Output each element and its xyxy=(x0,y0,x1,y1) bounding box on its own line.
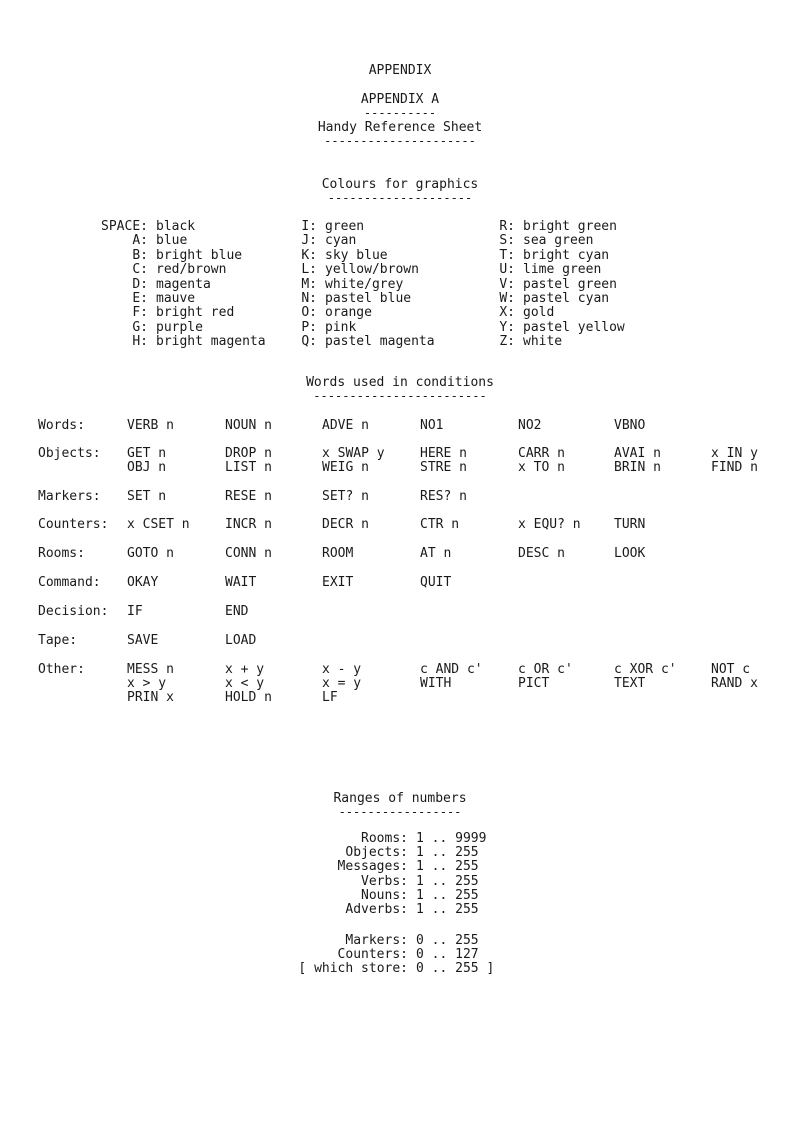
condition-word: x TO n xyxy=(518,460,565,475)
condition-word: DESC n xyxy=(518,546,565,561)
colour-name: gold xyxy=(523,305,555,321)
range-label: Markers: xyxy=(345,933,408,948)
colour-code: X: xyxy=(499,305,515,321)
colour-name: red/brown xyxy=(156,262,227,278)
range-value: 1 .. 9999 xyxy=(416,831,487,846)
condition-word: RES? n xyxy=(420,489,467,504)
colour-name: lime green xyxy=(523,262,602,278)
condition-word: NO2 xyxy=(518,418,542,433)
condition-word: AVAI n xyxy=(614,446,661,461)
condition-word: RESE n xyxy=(225,489,272,504)
condition-group-label: Markers: xyxy=(38,489,101,504)
range-label: Adverbs: xyxy=(345,902,408,917)
colour-name: purple xyxy=(156,319,203,335)
colour-name: bright magenta xyxy=(156,334,266,350)
colour-code: S: xyxy=(499,233,515,249)
condition-word: SET? n xyxy=(322,489,369,504)
appendix-title: APPENDIX A xyxy=(360,92,440,107)
condition-word: SET n xyxy=(127,489,167,504)
colour-code: L: xyxy=(301,262,317,278)
range-value: 1 .. 255 xyxy=(416,902,479,917)
colour-name: pink xyxy=(325,319,357,335)
condition-word: x SWAP y xyxy=(322,446,385,461)
colour-code: K: xyxy=(301,247,317,263)
condition-word: GOTO n xyxy=(127,546,174,561)
colour-name: yellow/brown xyxy=(325,262,419,278)
colour-code: Q: xyxy=(301,334,317,350)
colour-code: D: xyxy=(132,276,148,292)
condition-group-label: Counters: xyxy=(38,517,109,532)
colour-code: A: xyxy=(132,233,148,249)
condition-word: c OR c' xyxy=(518,662,573,677)
condition-word: DROP n xyxy=(225,446,272,461)
colour-code: W: xyxy=(499,291,515,306)
condition-word: NO1 xyxy=(420,418,444,433)
condition-group-label: Command: xyxy=(38,575,101,590)
condition-word: ADVE n xyxy=(322,418,369,433)
ranges-title: Ranges of numbers xyxy=(333,791,467,806)
colour-name: blue xyxy=(156,233,188,249)
condition-word: PRIN x xyxy=(127,690,174,705)
condition-word: LOOK xyxy=(614,546,646,561)
condition-group-label: Decision: xyxy=(38,604,109,619)
conditions-title: Words used in conditions xyxy=(306,375,494,390)
condition-word: GET n xyxy=(127,446,167,461)
colour-code: G: xyxy=(132,319,148,335)
sheet-subtitle: Handy Reference Sheet xyxy=(317,120,483,135)
condition-word: x < y xyxy=(225,676,265,691)
condition-group-label: Words: xyxy=(38,418,85,433)
condition-word: OBJ n xyxy=(127,460,167,475)
condition-word: LF xyxy=(322,690,338,705)
range-value: 1 .. 255 xyxy=(416,859,479,875)
colour-name: sea green xyxy=(523,233,594,249)
condition-word: HOLD n xyxy=(225,690,272,705)
range-value: 0 .. 255 ] xyxy=(416,961,495,977)
condition-word: x + y xyxy=(225,662,265,677)
condition-word: AT n xyxy=(420,546,452,561)
condition-group-label: Rooms: xyxy=(38,546,85,561)
range-label: Rooms: xyxy=(361,831,408,846)
condition-word: x EQU? n xyxy=(518,517,581,532)
colour-name: orange xyxy=(325,305,372,321)
condition-word: LIST n xyxy=(225,460,272,475)
condition-word: END xyxy=(225,604,249,619)
condition-word: x > y xyxy=(127,676,167,691)
condition-word: EXIT xyxy=(322,575,354,590)
condition-word: x = y xyxy=(322,676,362,691)
condition-word: FIND n xyxy=(711,460,758,475)
condition-word: c AND c' xyxy=(420,662,483,677)
colour-code: B: xyxy=(132,247,148,263)
appendix-title-underline: ---------- xyxy=(363,106,437,120)
colour-name: pastel green xyxy=(523,276,617,292)
range-label: Verbs: xyxy=(361,873,408,889)
colour-code: O: xyxy=(301,305,317,321)
colour-code: Y: xyxy=(499,319,515,335)
condition-word: QUIT xyxy=(420,575,452,590)
colour-code: J: xyxy=(301,233,317,249)
colour-name: sky blue xyxy=(325,247,388,263)
condition-word: RAND x xyxy=(711,676,758,691)
colour-code: C: xyxy=(132,262,148,278)
range-label: [ which store: xyxy=(298,961,408,977)
condition-word: TURN xyxy=(614,517,646,532)
colour-name: green xyxy=(325,219,365,234)
range-value: 1 .. 255 xyxy=(416,845,479,861)
condition-word: WEIG n xyxy=(322,460,369,475)
colour-name: pastel yellow xyxy=(523,319,625,335)
colour-code: N: xyxy=(301,291,317,306)
colour-code: T: xyxy=(499,247,515,263)
colour-code: I: xyxy=(301,219,317,234)
condition-word: x - y xyxy=(322,662,362,677)
condition-word: WITH xyxy=(420,676,452,691)
colour-name: magenta xyxy=(156,276,211,292)
condition-word: PICT xyxy=(518,676,550,691)
colour-name: white/grey xyxy=(325,276,404,292)
condition-word: CTR n xyxy=(420,517,460,532)
condition-word: x IN y xyxy=(711,446,758,461)
condition-word: TEXT xyxy=(614,676,646,691)
colour-name: mauve xyxy=(156,291,196,306)
condition-group-label: Other: xyxy=(38,662,85,677)
colours-title-underline: -------------------- xyxy=(327,191,473,205)
condition-word: WAIT xyxy=(225,575,257,590)
colour-code: H: xyxy=(132,334,148,350)
condition-group-label: Objects: xyxy=(38,446,101,461)
range-label: Messages: xyxy=(337,859,408,875)
colour-code: Z: xyxy=(499,334,515,350)
range-label: Nouns: xyxy=(361,887,408,903)
condition-word: NOUN n xyxy=(225,418,272,433)
condition-word: SAVE xyxy=(127,633,159,648)
range-value: 1 .. 255 xyxy=(416,887,479,903)
colours-title: Colours for graphics xyxy=(321,177,479,192)
range-label: Counters: xyxy=(337,947,408,963)
colour-name: black xyxy=(156,219,196,234)
colour-name: bright blue xyxy=(156,247,243,263)
condition-word: INCR n xyxy=(225,517,272,532)
colour-name: pastel blue xyxy=(325,291,412,306)
colour-name: pastel magenta xyxy=(325,334,435,350)
condition-word: CONN n xyxy=(225,546,272,561)
sheet-subtitle-underline: --------------------- xyxy=(324,134,476,148)
range-value: 0 .. 255 xyxy=(416,933,479,948)
ranges-title-underline: ----------------- xyxy=(338,805,462,819)
page-heading: APPENDIX xyxy=(368,63,432,78)
condition-group-label: Tape: xyxy=(38,633,78,648)
conditions-title-underline: ------------------------ xyxy=(313,389,487,403)
colour-name: bright cyan xyxy=(523,247,610,263)
colour-name: bright green xyxy=(523,219,617,234)
range-value: 1 .. 255 xyxy=(416,873,479,889)
colour-code: SPACE: xyxy=(101,219,148,234)
condition-word: LOAD xyxy=(225,633,257,648)
colour-name: white xyxy=(523,334,563,350)
condition-word: CARR n xyxy=(518,446,565,461)
condition-word: NOT c xyxy=(711,662,751,677)
range-label: Objects: xyxy=(345,845,408,861)
colour-code: F: xyxy=(132,305,148,321)
condition-word: ROOM xyxy=(322,546,354,561)
condition-word: x CSET n xyxy=(127,517,190,532)
colour-code: M: xyxy=(301,276,317,292)
colour-code: R: xyxy=(499,219,515,234)
colour-name: pastel cyan xyxy=(523,291,610,306)
condition-word: VERB n xyxy=(127,418,174,433)
condition-word: DECR n xyxy=(322,517,369,532)
condition-word: IF xyxy=(127,604,143,619)
colour-code: U: xyxy=(499,262,515,278)
colour-code: E: xyxy=(132,291,148,306)
condition-word: HERE n xyxy=(420,446,467,461)
condition-word: MESS n xyxy=(127,662,174,677)
colour-code: P: xyxy=(301,319,317,335)
colour-name: cyan xyxy=(325,233,357,249)
condition-word: c XOR c' xyxy=(614,662,677,677)
colour-code: V: xyxy=(499,276,515,292)
condition-word: OKAY xyxy=(127,575,159,590)
colour-name: bright red xyxy=(156,305,235,321)
range-value: 0 .. 127 xyxy=(416,947,479,963)
condition-word: BRIN n xyxy=(614,460,661,475)
condition-word: STRE n xyxy=(420,460,467,475)
condition-word: VBNO xyxy=(614,418,646,433)
